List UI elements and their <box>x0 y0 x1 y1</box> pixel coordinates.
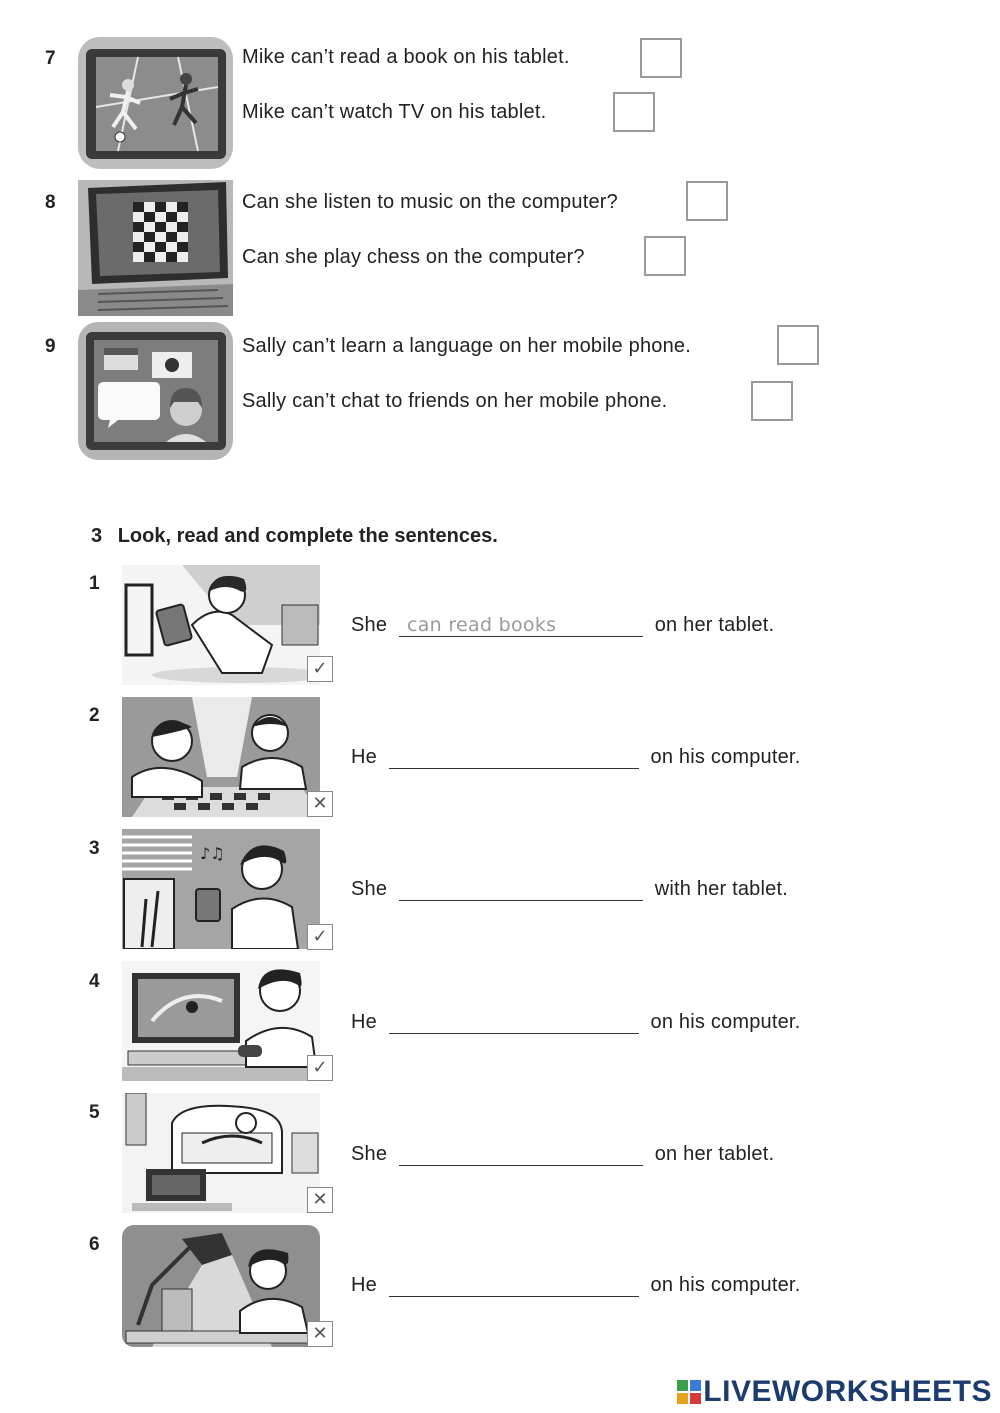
sentence-subject: He <box>351 1274 377 1296</box>
laptop-chess-icon <box>78 180 233 316</box>
answer-blank[interactable] <box>389 746 639 769</box>
answer-box[interactable] <box>640 38 682 78</box>
question-number: 2 <box>89 705 100 726</box>
section-number: 3 <box>91 525 103 547</box>
boy-computer-game-icon <box>122 961 320 1081</box>
tick-mark-icon: ✓ <box>307 924 333 950</box>
sentence-subject: She <box>351 1143 388 1165</box>
question-number: 6 <box>89 1234 100 1255</box>
question-number: 8 <box>45 192 56 213</box>
sentence-subject: He <box>351 1011 377 1033</box>
svg-text:♪♫: ♪♫ <box>200 844 225 863</box>
answer-box[interactable] <box>613 92 655 132</box>
question-number: 7 <box>45 48 56 69</box>
question-text: Can she listen to music on the computer? <box>242 191 618 213</box>
sentence-row <box>351 1011 800 1034</box>
girl-music-tablet-icon <box>122 829 320 949</box>
question-number: 9 <box>45 336 56 357</box>
sentence-ending: with her tablet. <box>654 878 788 900</box>
cross-mark-icon: ✕ <box>307 791 333 817</box>
section-heading <box>91 525 498 548</box>
statement-text: Sally can’t learn a language on her mobile phone. <box>242 335 691 357</box>
sentence-row <box>351 1274 800 1297</box>
sentence-ending: on his computer. <box>650 1011 801 1033</box>
cross-mark-icon: ✕ <box>307 1321 333 1347</box>
answer-blank[interactable] <box>389 1011 639 1034</box>
answer-blank[interactable] <box>399 878 643 901</box>
answer-box[interactable] <box>751 381 793 421</box>
cross-mark-icon: ✕ <box>307 1187 333 1213</box>
answer-blank[interactable] <box>399 1143 643 1166</box>
sentence-row <box>351 878 788 901</box>
boys-chess-icon <box>122 697 320 817</box>
girl-tablet-icon <box>122 565 320 685</box>
question-text: Can she play chess on the computer? <box>242 246 585 268</box>
section-instruction: Look, read and complete the sentences. <box>117 525 498 547</box>
example-answer: can read books <box>406 614 557 636</box>
statement-text: Sally can’t chat to friends on her mobile phone. <box>242 390 668 412</box>
sentence-ending: on his computer. <box>650 746 801 768</box>
logo-text: LIVEWORKSHEETS <box>703 1375 992 1408</box>
liveworksheets-logo[interactable] <box>677 1375 992 1409</box>
tablet-football-icon <box>78 37 233 169</box>
sentence-subject: She <box>351 614 388 636</box>
answer-box[interactable] <box>644 236 686 276</box>
phone-chat-icon <box>78 322 233 460</box>
sentence-row <box>351 746 800 769</box>
sentence-ending: on his computer. <box>650 1274 801 1296</box>
answer-blank[interactable] <box>389 1274 639 1297</box>
sentence-subject: He <box>351 746 377 768</box>
question-number: 4 <box>89 971 100 992</box>
statement-text: Mike can’t read a book on his tablet. <box>242 46 570 68</box>
sentence-row <box>351 614 774 637</box>
boy-desk-lamp-icon <box>122 1225 320 1347</box>
sentence-ending: on her tablet. <box>654 614 775 636</box>
sentence-ending: on her tablet. <box>654 1143 775 1165</box>
girl-sofa-tv-icon <box>122 1093 320 1213</box>
question-number: 5 <box>89 1102 100 1123</box>
tick-mark-icon: ✓ <box>307 656 333 682</box>
statement-text: Mike can’t watch TV on his tablet. <box>242 101 547 123</box>
liveworksheets-logo-icon <box>677 1378 701 1402</box>
sentence-row <box>351 1143 774 1166</box>
question-number: 1 <box>89 573 100 594</box>
sentence-subject: She <box>351 878 388 900</box>
answer-blank[interactable] <box>399 614 643 637</box>
tick-mark-icon: ✓ <box>307 1055 333 1081</box>
answer-box[interactable] <box>686 181 728 221</box>
question-number: 3 <box>89 838 100 859</box>
answer-box[interactable] <box>777 325 819 365</box>
